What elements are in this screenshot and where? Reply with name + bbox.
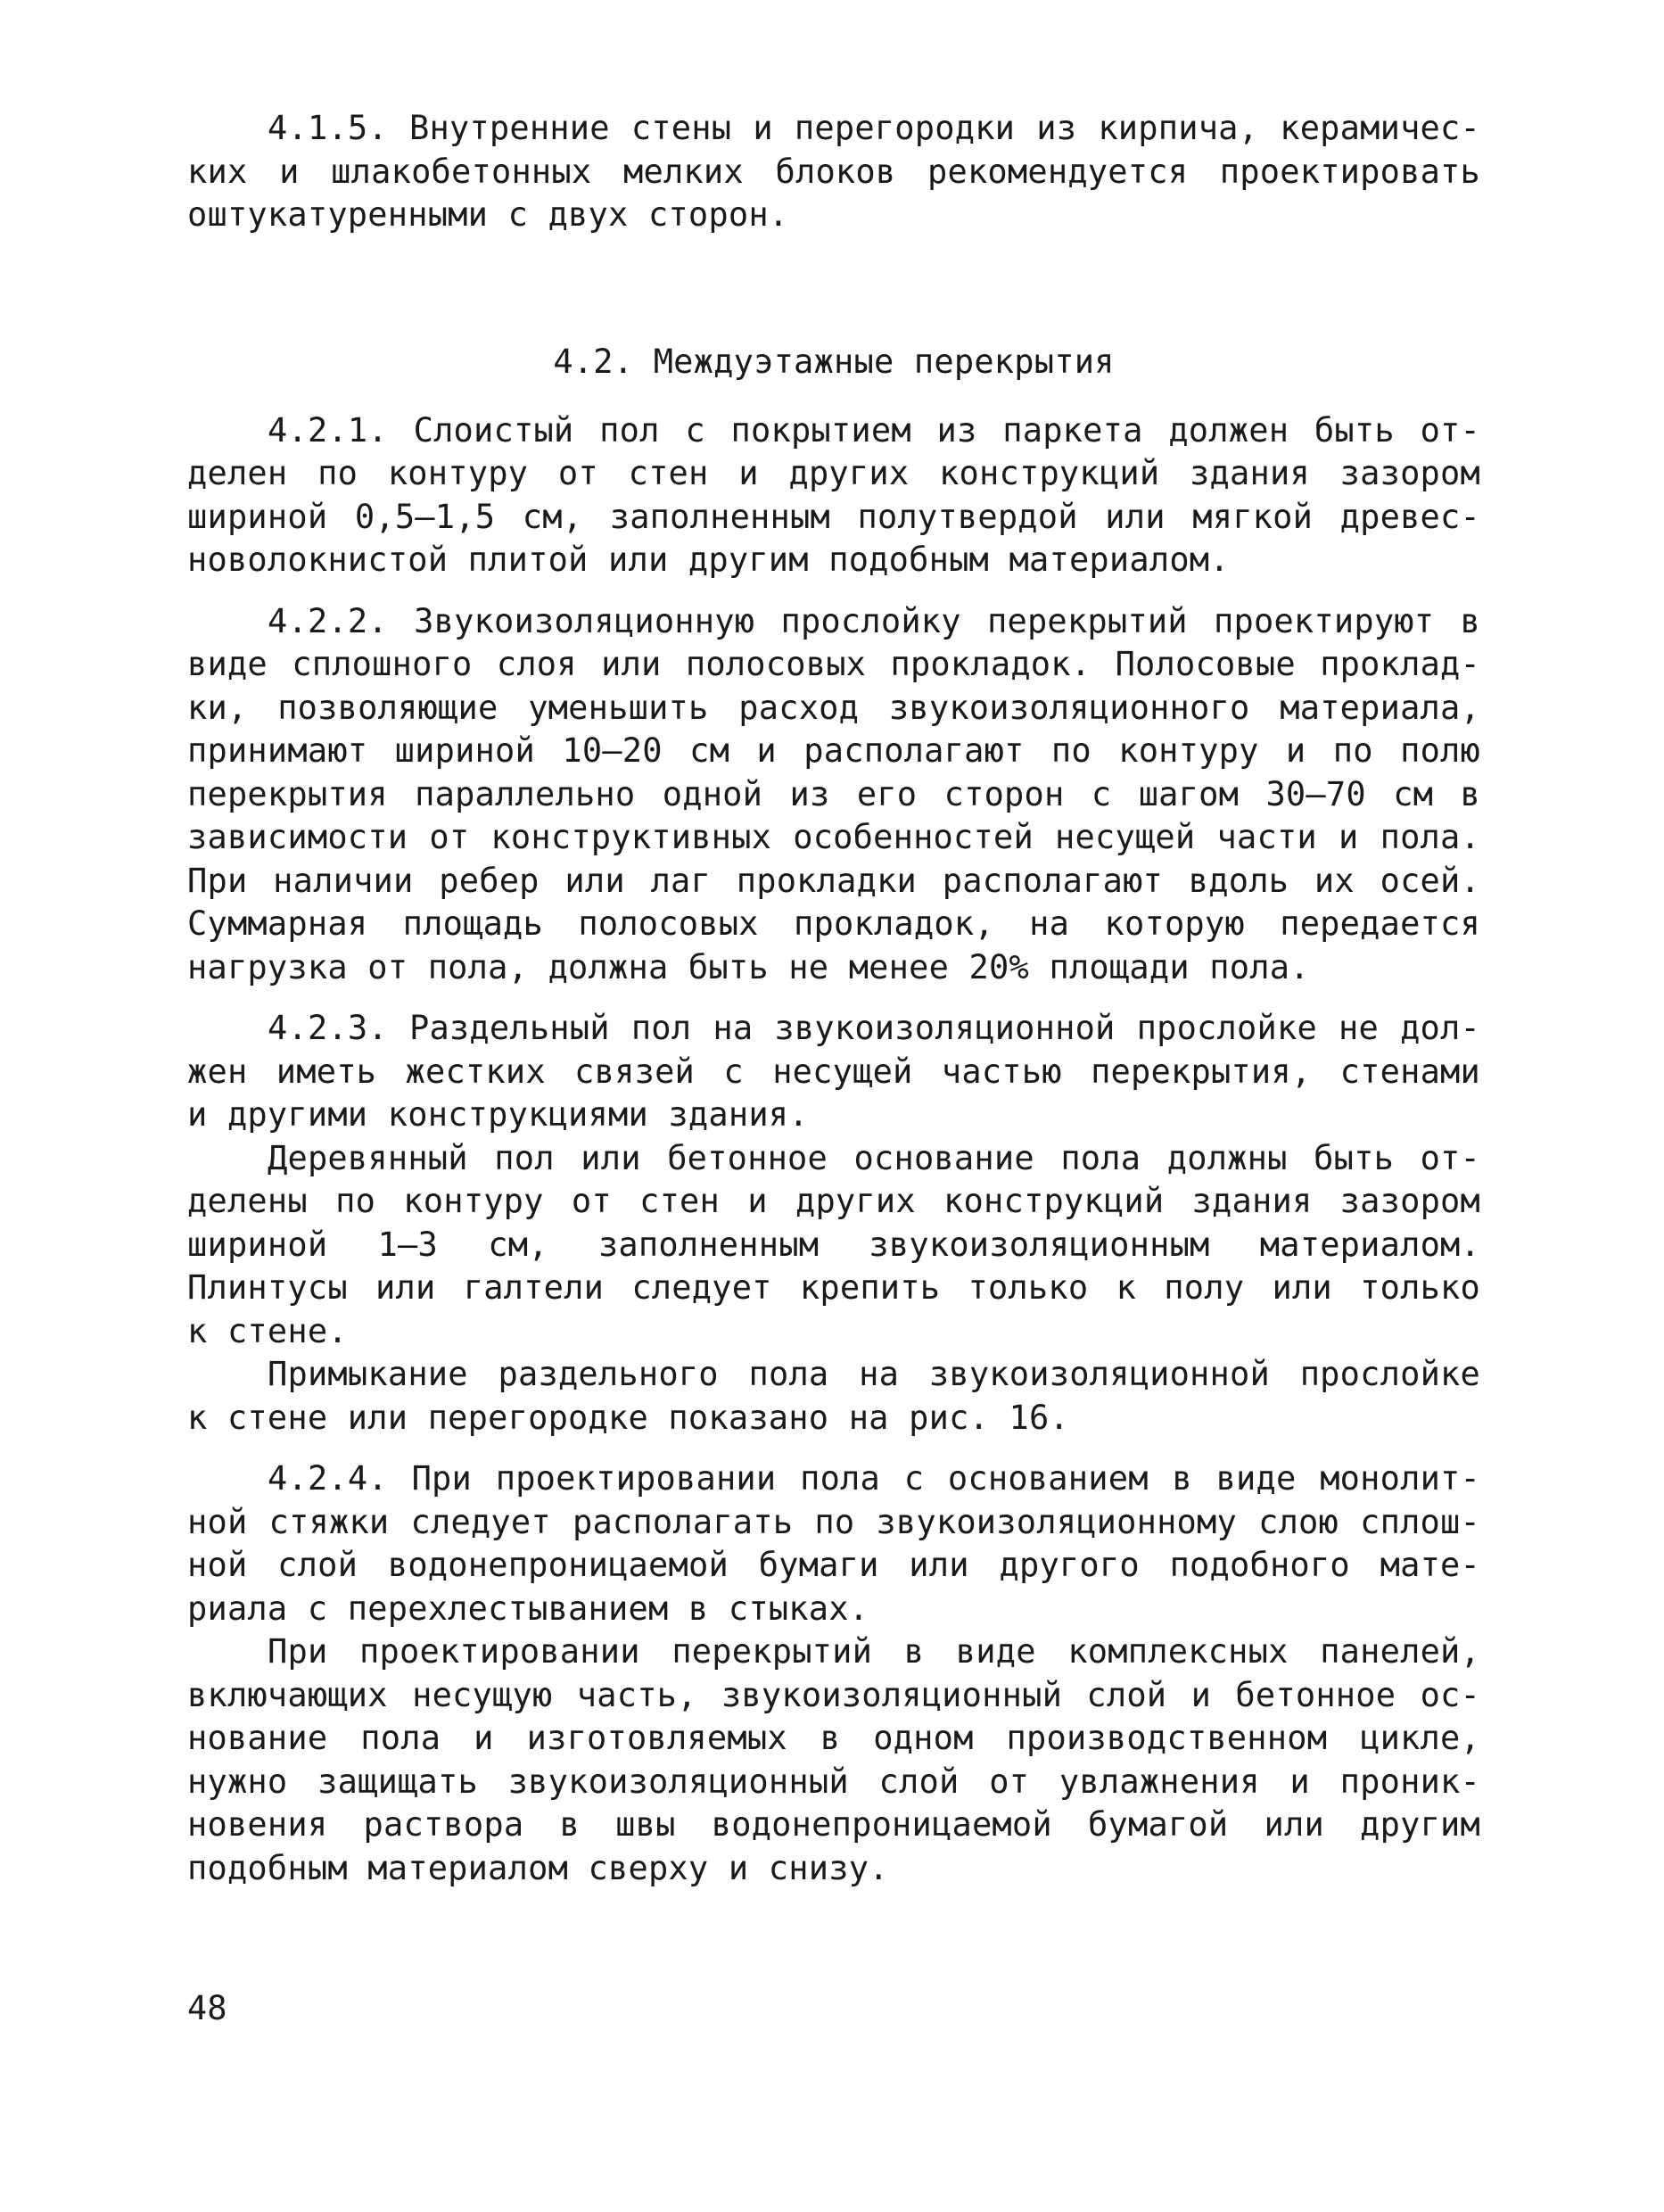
text-line: к стене. [187,1311,348,1350]
section-heading: 4.2. Междуэтажные перекрытия [553,342,1115,381]
paragraph-4-2-4-continued [187,1630,1480,1890]
text-line: Суммарная площадь полосовых прокладок, на которую передается [187,904,1480,943]
text-line: перекрытия параллельно одной из его сторон с шагом 30–70 см в [187,774,1480,813]
text-line: 4.1.5. Внутренние стены и перегородки из кирпича, керамичес- [268,109,1480,147]
paragraph-4-2-2 [187,600,1480,990]
text-line: нование пола и изготовляемых в одном производственном цикле, [187,1719,1480,1757]
paragraph-4-2-1 [187,409,1480,582]
text-line: принимают шириной 10–20 см и располагают по контуру и по полю [187,731,1480,770]
text-line: нужно защищать звукоизоляционный слой от увлажнения и проник- [187,1762,1480,1801]
text-line: 4.2.3. Раздельный пол на звукоизоляционной прослойке не дол- [268,1009,1480,1047]
text-line: делены по контуру от стен и других конструкций здания зазором [187,1182,1480,1220]
text-line: Примыкание раздельного пола на звукоизоляционной прослойке [268,1355,1480,1393]
text-line: зависимости от конструктивных особенностей несущей части и пола. [187,818,1480,856]
text-line: шириной 1–3 см, заполненным звукоизоляционным материалом. [187,1225,1480,1264]
text-line: делен по контуру от стен и других конструкций здания зазором [187,454,1480,492]
paragraph-4-2-3 [187,1007,1480,1137]
text-line: При проектировании перекрытий в виде комплексных панелей, [268,1632,1480,1671]
text-line: ной слой водонепроницаемой бумаги или другого подобного мате- [187,1546,1480,1584]
paragraph-4-2-3-figure-ref [187,1353,1480,1440]
paragraph-4-1-5 [187,107,1480,237]
text-line: нагрузка от пола, должна быть не менее 20% площади пола. [187,947,1310,986]
text-line: оштукатуренными с двух сторон. [187,195,789,234]
text-line: новения раствора в швы водонепроницаемой бумагой или другим [187,1805,1480,1844]
paragraph-4-2-3-continued [187,1137,1480,1354]
text-line: новолокнистой плитой или другим подобным материалом. [187,541,1230,579]
text-line: Деревянный пол или бетонное основание пола должны быть от- [268,1138,1480,1177]
text-line: ной стяжки следует располагать по звукоизоляционному слою сплош- [187,1502,1480,1541]
paragraph-4-2-4 [187,1457,1480,1630]
text-line: Плинтусы или галтели следует крепить только к полу или только [187,1268,1480,1307]
text-line: 4.2.2. Звукоизоляционную прослойку перекрытий проектируют в [268,601,1480,640]
page-number: 48 [187,1989,227,2027]
text-line: риала с перехлестыванием в стыках. [187,1589,869,1628]
text-line: к стене или перегородке показано на рис. 16. [187,1398,1069,1437]
text-line: 4.2.4. При проектировании пола с основанием в виде монолит- [268,1459,1480,1498]
text-line: подобным материалом сверху и снизу. [187,1848,889,1887]
text-line: и другими конструкциями здания. [187,1095,809,1134]
text-line: ких и шлакобетонных мелких блоков рекомендуется проектировать [187,152,1480,191]
text-line: жен иметь жестких связей с несущей частью перекрытия, стенами [187,1052,1480,1091]
text-line: включающих несущую часть, звукоизоляционный слой и бетонное ос- [187,1675,1480,1714]
text-line: шириной 0,5–1,5 см, заполненным полутвердой или мягкой древес- [187,497,1480,536]
text-line: 4.2.1. Слоистый пол с покрытием из паркета должен быть от- [268,410,1480,450]
text-line: При наличии ребер или лаг прокладки располагают вдоль их осей. [187,861,1480,900]
text-line: виде сплошного слоя или полосовых прокладок. Полосовые проклад- [187,645,1480,683]
text-line: ки, позволяющие уменьшить расход звукоизоляционного материала, [187,688,1480,727]
page-body [187,107,1480,1890]
